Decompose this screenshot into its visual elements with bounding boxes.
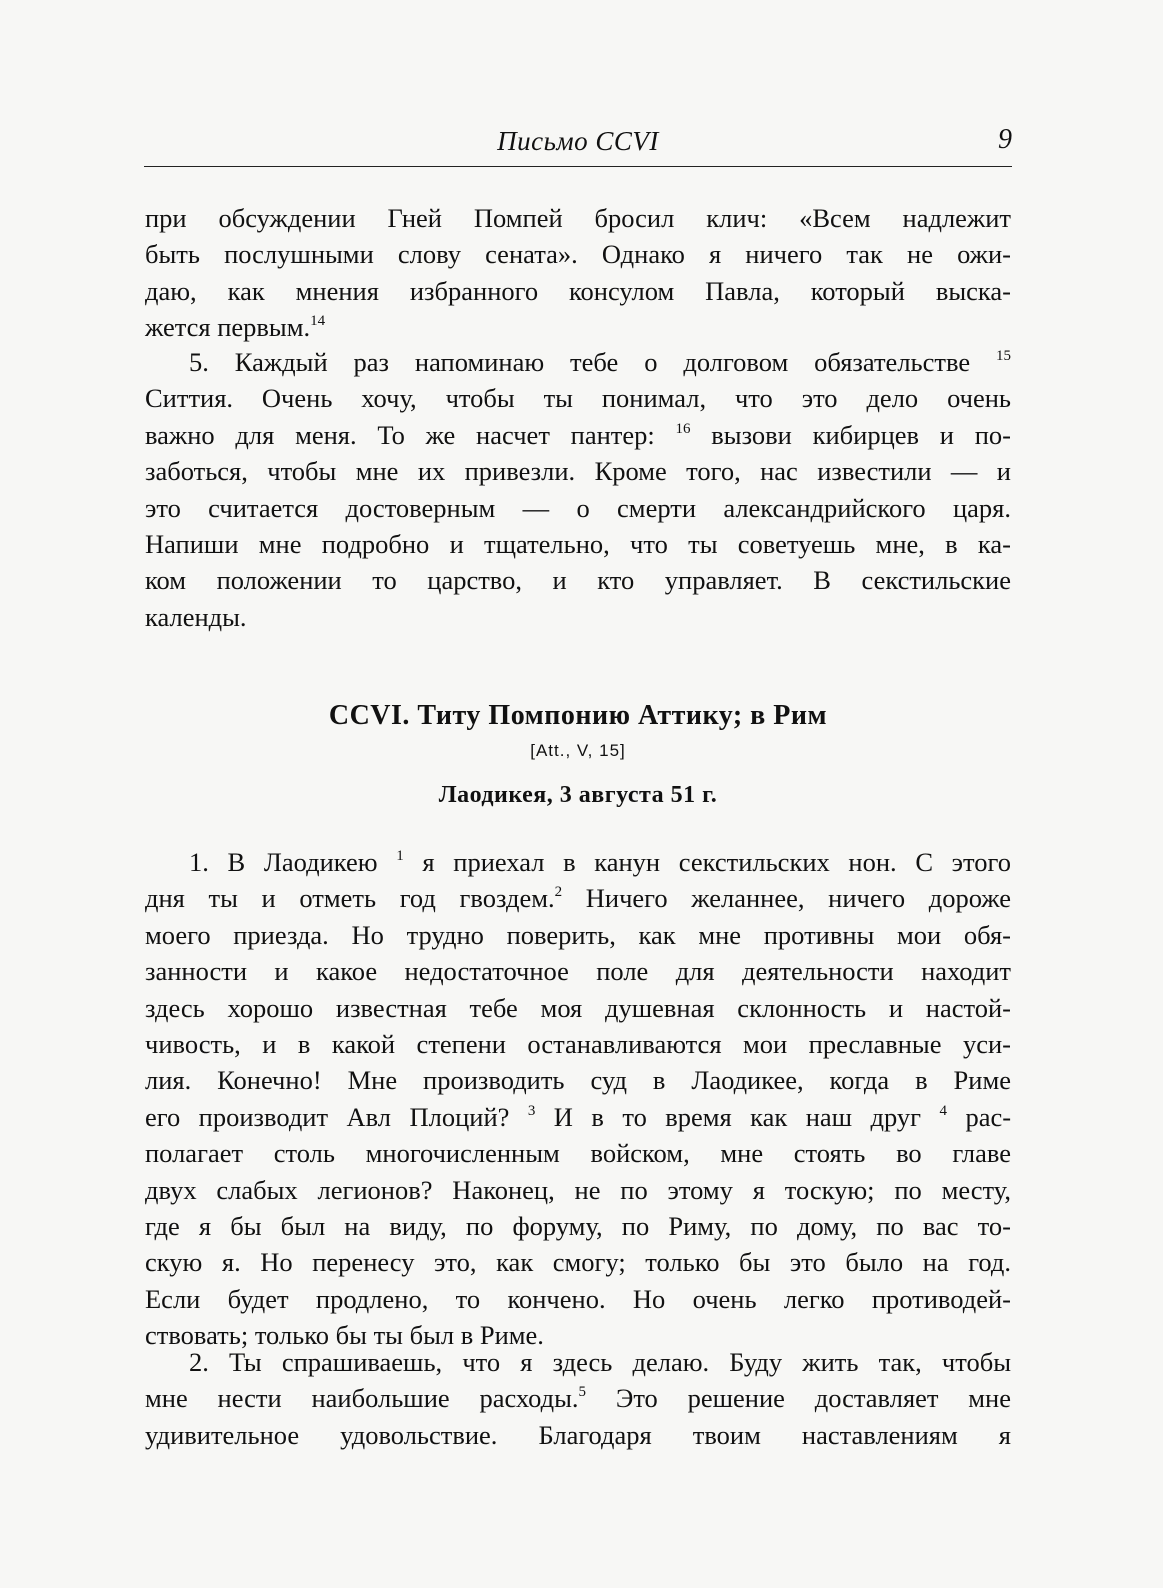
text-fragment: 5. Каждый раз напоминаю тебе о долговом обязательстве <box>189 347 971 377</box>
text-line: календы. <box>145 601 247 632</box>
text-fragment: дня ты и отметь год гвоздем. <box>145 883 555 914</box>
text-line: лия. Конечно! Мне производить суд в Лаодикее, когда в Риме <box>145 1065 1011 1096</box>
text-fragment: Это решение доставляет мне <box>615 1383 1011 1414</box>
text-fragment: 1. В Лаодикею <box>189 847 378 877</box>
letter-source-reference: [Att., V, 15] <box>530 741 626 760</box>
text-line: моего приезда. Но трудно поверить, как мне противны мои обя- <box>145 919 1011 950</box>
text-line: ком положении то царство, и кто управляет. В секстильские <box>145 565 1011 596</box>
page-number: 9 <box>998 124 1012 155</box>
letter-title: CCVI. Титу Помпонию Аттику; в Рим <box>328 700 828 731</box>
text-fragment: Ничего желаннее, ничего дороже <box>585 883 1012 914</box>
text-fragment: жется первым. <box>145 312 311 343</box>
running-title: Письмо CCVI <box>497 126 659 156</box>
footnote-marker: 5 <box>578 1384 587 1401</box>
footnote-marker: 2 <box>554 884 563 901</box>
text-line: 2. Ты спрашиваешь, что я здесь делаю. Буду жить так, чтобы <box>189 1347 1011 1377</box>
text-line: полагает столь многочисленным войском, мне стоять во главе <box>145 1138 1011 1169</box>
text-line <box>145 1099 1011 1135</box>
footnote-marker: 16 <box>675 420 691 437</box>
text-line <box>145 1380 1011 1416</box>
text-fragment: его производит Авл Плоций? <box>145 1101 510 1132</box>
footnote-marker: 4 <box>939 1102 947 1119</box>
letter-date: Лаодикея, 3 августа 51 г. <box>438 782 718 808</box>
text-line: чивость, и в какой степени останавливаются мои преславные уси- <box>145 1028 1011 1059</box>
text-line: Если будет продлено, то кончено. Но очень легко противодей- <box>145 1283 1011 1314</box>
text-line: быть послушными слову сената». Однако я ничего так не ожи- <box>145 239 1011 270</box>
text-line <box>145 309 1011 345</box>
paragraph-4-continuation <box>145 200 1011 346</box>
text-line: где я бы был на виду, по форуму, по Риму, по дому, по вас то- <box>145 1210 1011 1241</box>
text-line: скую я. Но перенесу это, как смогу; только бы это было на год. <box>145 1247 1011 1278</box>
footnote-marker: 3 <box>527 1102 536 1119</box>
running-header <box>144 122 1012 167</box>
text-fragment: И в то время как наш друг <box>553 1101 922 1132</box>
text-line: занности и какое недостаточное поле для деятельности находит <box>145 956 1011 987</box>
footnote-marker: 1 <box>396 848 404 864</box>
paragraph-5 <box>145 344 1011 635</box>
text-fragment: вызови кибирцев и по- <box>711 419 1012 450</box>
text-line: удивительное удовольствие. Благодаря твоим наставлениям я <box>145 1419 1011 1450</box>
text-line <box>145 844 1011 880</box>
text-fragment: мне нести наибольшие расходы. <box>145 1383 579 1414</box>
text-line: при обсуждении Гней Помпей бросил клич: «Всем надлежит <box>145 203 1011 233</box>
letter-paragraph-2 <box>145 1344 1011 1453</box>
text-line: Напиши мне подробно и тщательно, что ты советуешь мне, в ка- <box>145 528 1011 559</box>
text-line: здесь хорошо известная тебе моя душевная склонность и настой- <box>145 992 1011 1023</box>
text-line <box>145 880 1011 916</box>
letter-paragraph-1 <box>145 844 1011 1353</box>
footnote-marker: 14 <box>310 313 326 330</box>
text-line: двух слабых легионов? Наконец, не по этому я тоскую; по месту, <box>145 1174 1011 1205</box>
text-line <box>145 417 1011 453</box>
text-line: ствовать; только бы ты был в Риме. <box>145 1320 544 1351</box>
footnote-marker: 15 <box>996 348 1011 364</box>
text-line: даю, как мнения избранного консулом Павла, который выска- <box>145 275 1011 306</box>
text-line: заботься, чтобы мне их привезли. Кроме того, нас известили — и <box>145 456 1011 487</box>
text-fragment: я приехал в канун секстильских нон. С этого <box>422 847 1011 877</box>
text-line <box>145 344 1011 380</box>
text-fragment: важно для меня. То же насчет пантер: <box>145 419 655 450</box>
text-line: это считается достоверным — о смерти александрийского царя. <box>145 492 1011 523</box>
text-line: Ситтия. Очень хочу, чтобы ты понимал, что это дело очень <box>145 383 1011 414</box>
text-fragment: рас- <box>965 1101 1012 1132</box>
